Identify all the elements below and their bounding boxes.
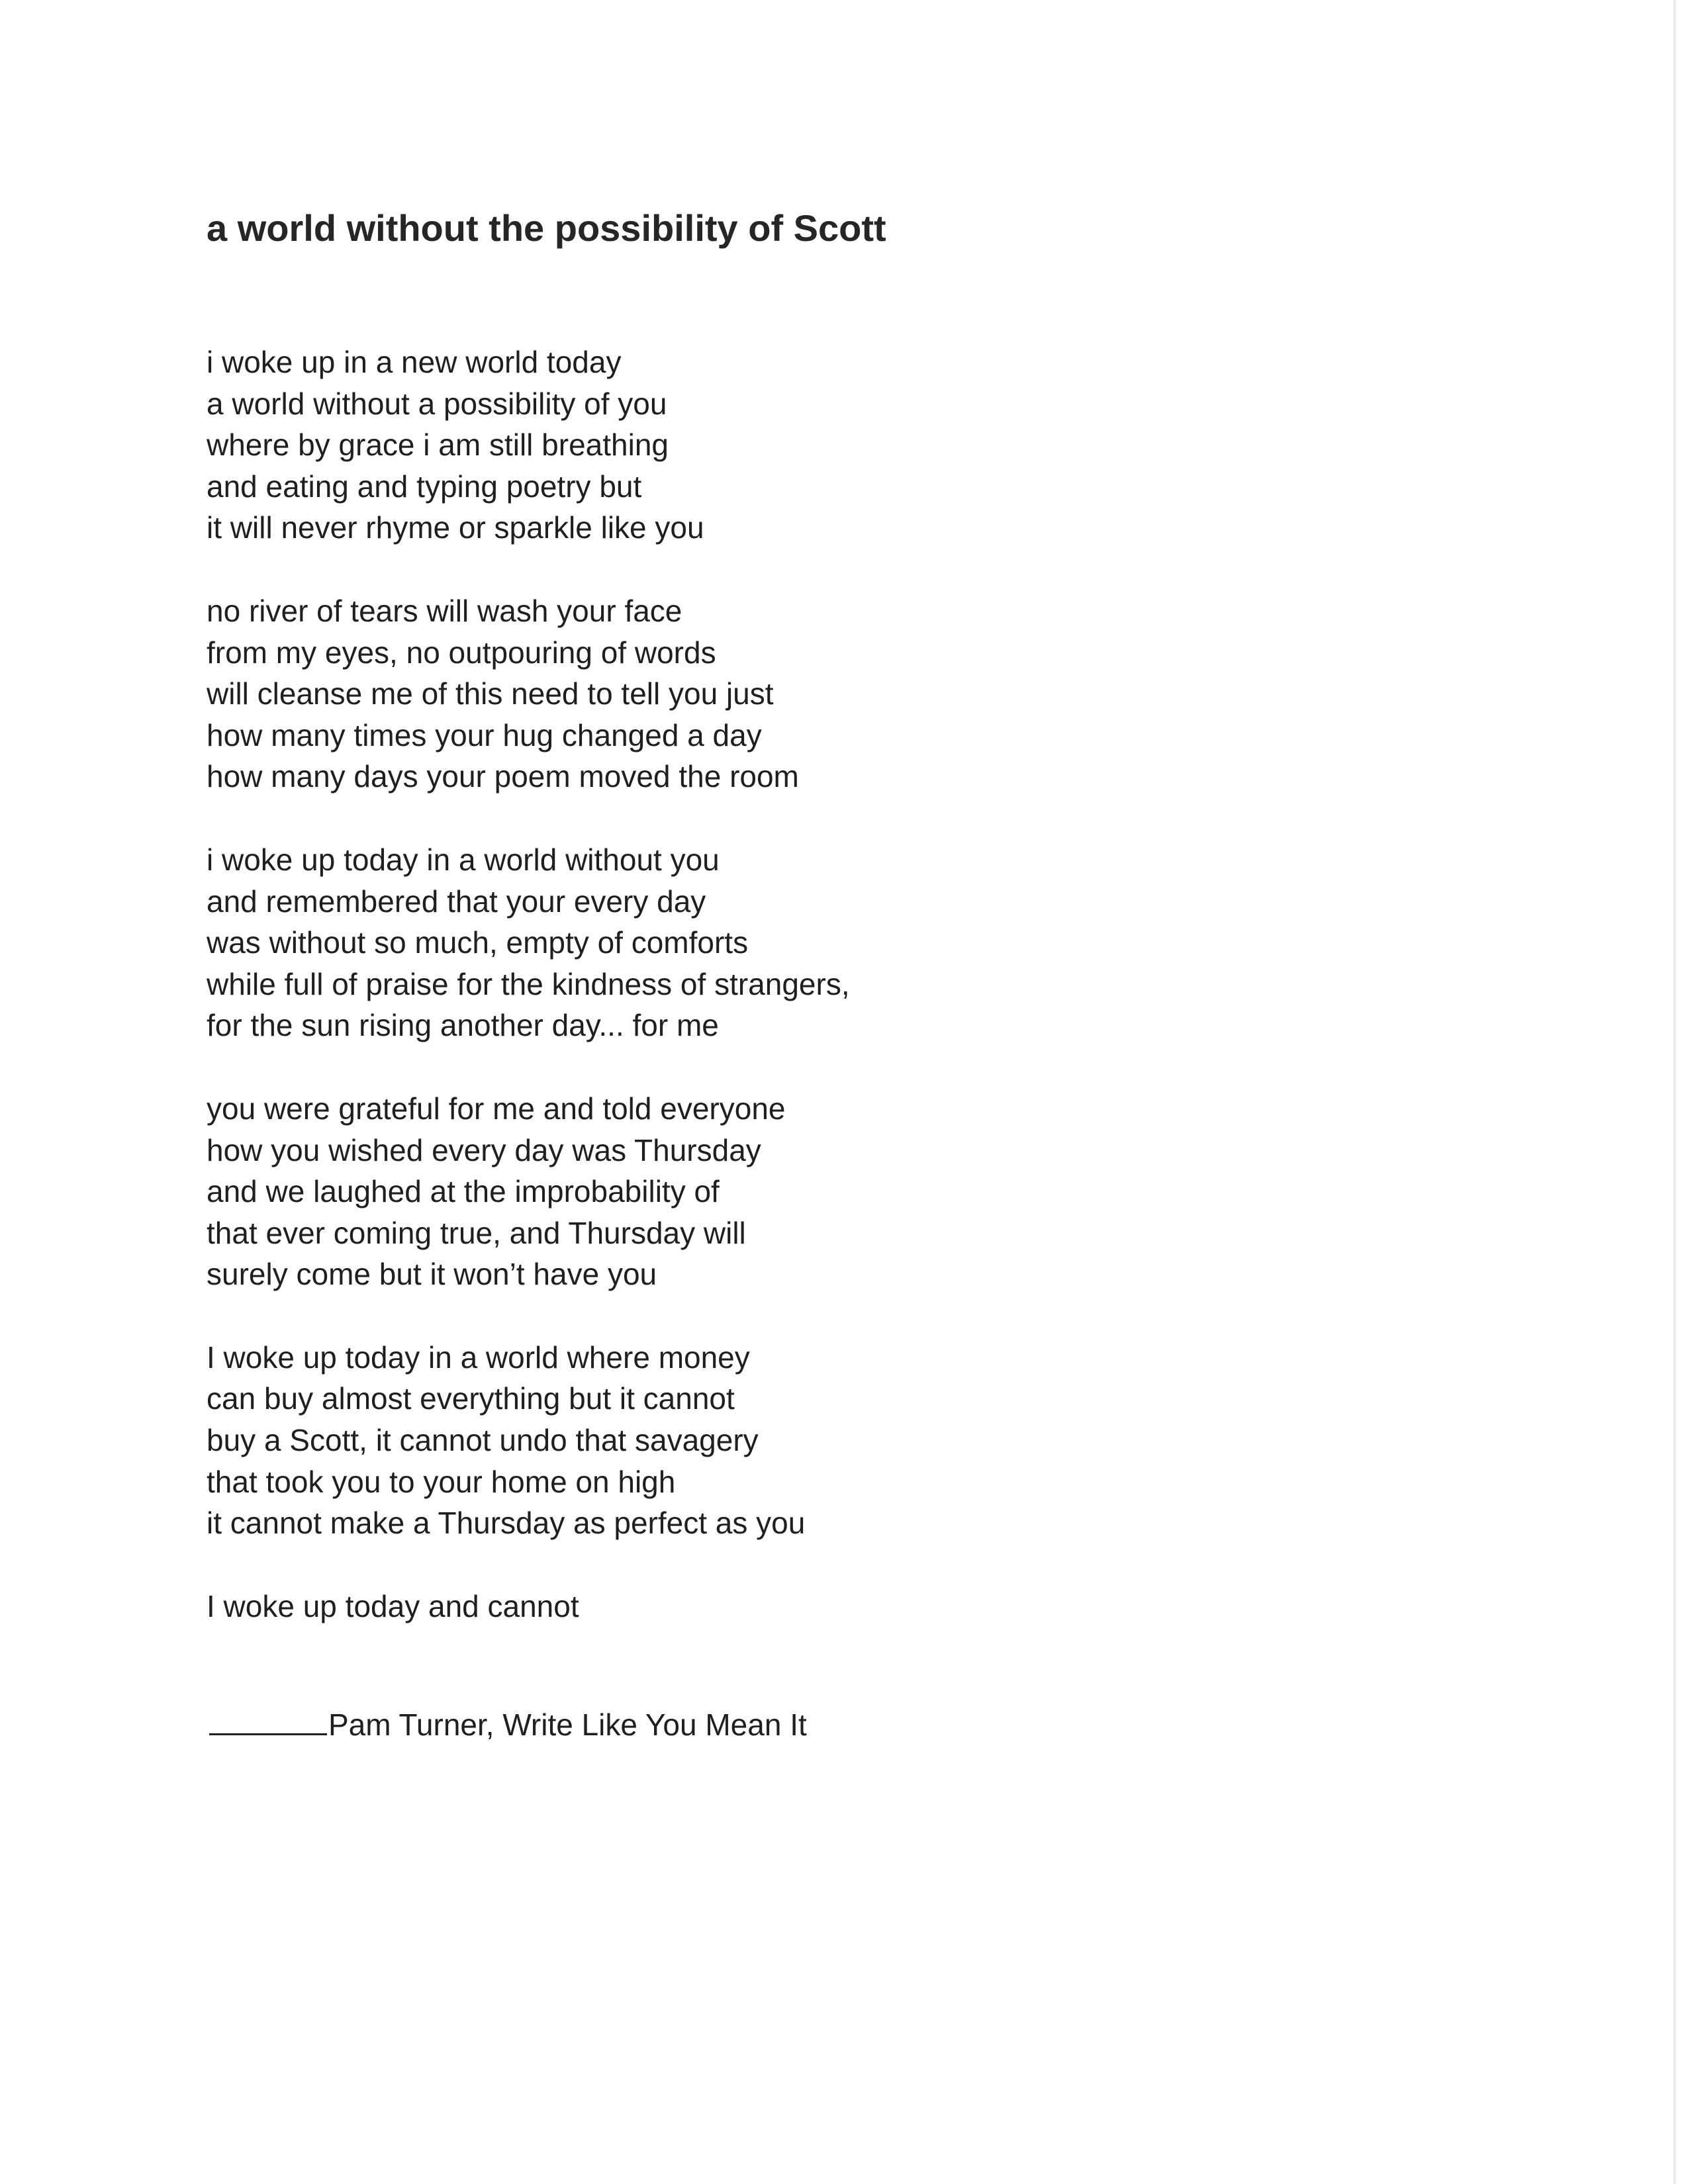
- poem-line: and we laughed at the improbability of: [207, 1174, 720, 1209]
- poem-line: you were grateful for me and told everyone: [207, 1091, 786, 1126]
- poem-title: a world without the possibility of Scott: [207, 207, 886, 249]
- poem-line: I woke up today in a world where money: [207, 1340, 750, 1375]
- stanza-6: [207, 1586, 1332, 1627]
- poem-line: that ever coming true, and Thursday will: [207, 1215, 746, 1250]
- poem-line: was without so much, empty of comforts: [207, 925, 749, 960]
- poem-line: from my eyes, no outpouring of words: [207, 635, 716, 670]
- poem-line: it will never rhyme or sparkle like you: [207, 510, 704, 545]
- poem-line: for the sun rising another day... for me: [207, 1008, 719, 1043]
- signature-text: Pam Turner, Write Like You Mean It: [328, 1707, 807, 1742]
- stanza-4: [207, 1088, 1332, 1295]
- poem-line: no river of tears will wash your face: [207, 593, 682, 628]
- author-signature: [209, 1704, 807, 1745]
- poem-line: surely come but it won’t have you: [207, 1257, 657, 1292]
- scan-edge-shadow: [1673, 0, 1676, 2184]
- signature-rule: [209, 1733, 327, 1735]
- poem-line: I woke up today and cannot: [207, 1588, 579, 1623]
- poem-line: will cleanse me of this need to tell you just: [207, 676, 774, 711]
- poem-line: i woke up in a new world today: [207, 345, 622, 379]
- poem-line: can buy almost everything but it cannot: [207, 1381, 735, 1416]
- poem-line: a world without a possibility of you: [207, 386, 667, 421]
- poem-line: buy a Scott, it cannot undo that savagery: [207, 1423, 759, 1458]
- stanza-3: [207, 839, 1332, 1046]
- poem-line: how many times your hug changed a day: [207, 717, 762, 752]
- poem-line: and remembered that your every day: [207, 884, 706, 919]
- poem-line: it cannot make a Thursday as perfect as you: [207, 1506, 806, 1541]
- poem-line: how you wished every day was Thursday: [207, 1132, 761, 1167]
- poem-line: where by grace i am still breathing: [207, 428, 669, 463]
- poem-line: and eating and typing poetry but: [207, 469, 642, 504]
- poem-line: how many days your poem moved the room: [207, 759, 799, 794]
- poem-body: [207, 341, 1332, 1668]
- stanza-1: [207, 341, 1332, 549]
- poem-line: while full of praise for the kindness of strangers,: [207, 966, 850, 1001]
- stanza-5: [207, 1337, 1332, 1544]
- poem-line: that took you to your home on high: [207, 1464, 676, 1499]
- stanza-2: [207, 590, 1332, 797]
- poem-line: i woke up today in a world without you: [207, 842, 720, 877]
